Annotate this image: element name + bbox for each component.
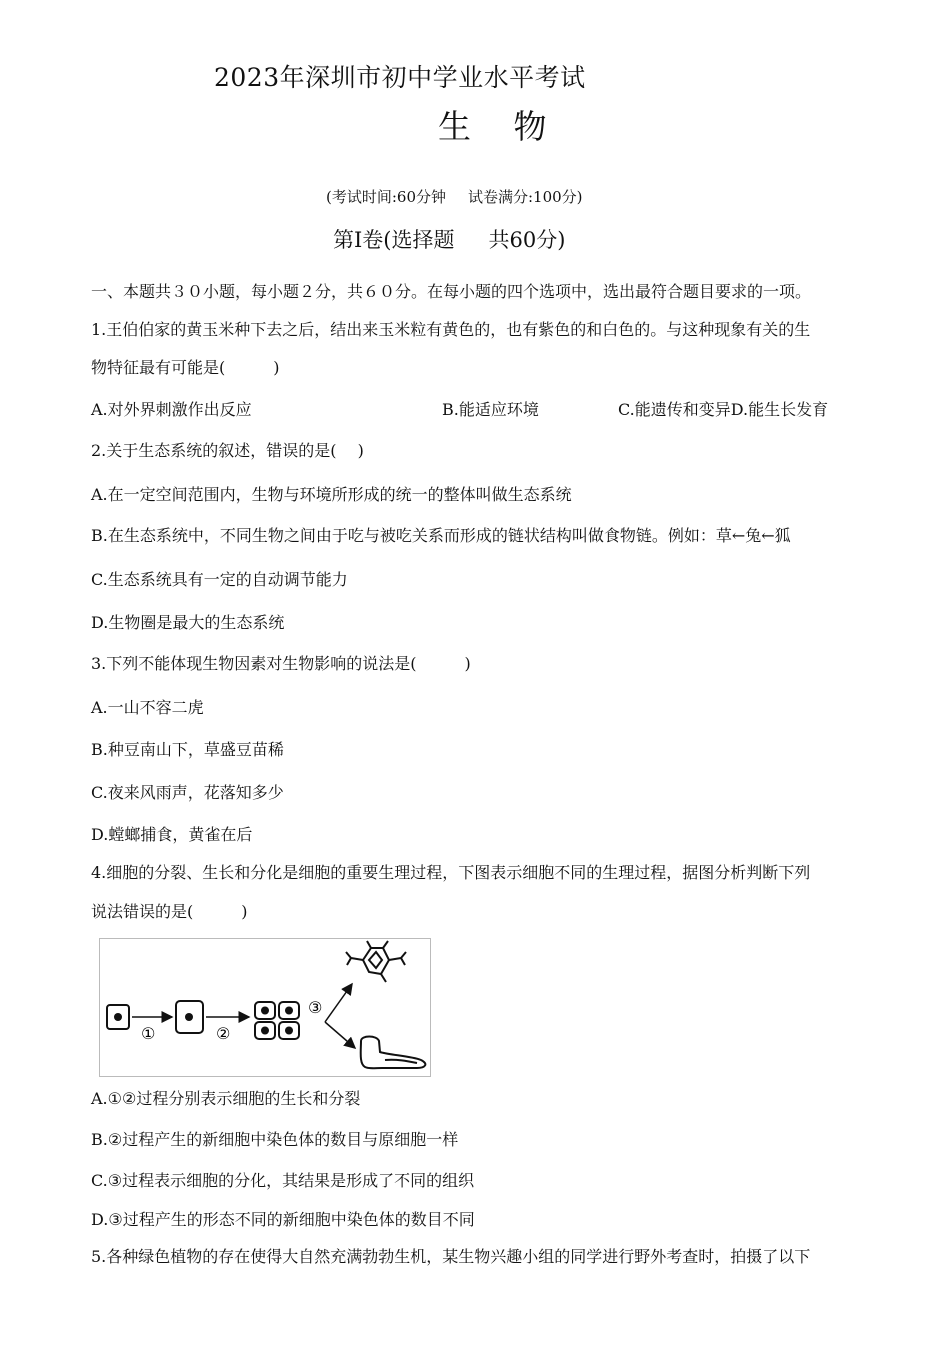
arrow-step3-upper (325, 984, 352, 1022)
neuron-cell (346, 941, 406, 982)
section-title (333, 227, 565, 253)
exam-time: (考试时间:60分钟 (326, 188, 446, 206)
section-title-part: 第I卷(选择题 (333, 228, 455, 252)
q2-option-c: C.生态系统具有一定的自动调节能力 (91, 570, 348, 589)
q1-option-a: A.对外界刺激作出反应 (91, 400, 252, 419)
q2-option-a: A.在一定空间范围内，生物与环境所形成的统一的整体叫做生态系统 (91, 485, 572, 504)
q3-option-c: C.夜来风雨声，花落知多少 (91, 783, 284, 802)
q4-option-b: B.②过程产生的新细胞中染色体的数目与原细胞一样 (91, 1130, 459, 1149)
q1-option-cd: C.能遗传和变异D.能生长发育 (618, 400, 829, 419)
elongated-cell (361, 1037, 426, 1069)
q3-option-b: B.种豆南山下，草盛豆苗稀 (91, 740, 284, 759)
subject-title: 生 物 (438, 107, 563, 146)
q3-option-a: A.一山不容二虎 (91, 698, 204, 717)
label-step3: ③ (308, 998, 323, 1017)
divided-cells (255, 1002, 299, 1039)
grown-cell (176, 1001, 203, 1033)
section-score: 共60分) (488, 228, 566, 252)
q2-option-b: B.在生态系统中，不同生物之间由于吃与被吃关系而形成的链状结构叫做食物链。例如：草←兔←狐 (91, 526, 791, 545)
label-step1: ① (141, 1024, 156, 1043)
q2-stem: 2.关于生态系统的叙述，错误的是( ) (91, 441, 364, 460)
q1-stem-line2: 物特征最有可能是( ) (91, 358, 280, 377)
label-step2: ② (216, 1024, 231, 1043)
q4-option-c: C.③过程表示细胞的分化，其结果是形成了不同的组织 (91, 1171, 475, 1190)
q4-option-d: D.③过程产生的形态不同的新细胞中染色体的数目不同 (91, 1210, 475, 1229)
exam-meta (326, 186, 583, 207)
arrow-step3-lower (325, 1022, 355, 1048)
q1-option-b: B.能适应环境 (442, 400, 539, 419)
q5-stem-line1: 5.各种绿色植物的存在使得大自然充满勃勃生机，某生物兴趣小组的同学进行野外考查时，拍摄了以下 (91, 1247, 811, 1266)
instructions: 一、本题共３０小题，每小题２分，共６０分。在每小题的四个选项中，选出最符合题目要求的一项。 (91, 282, 812, 301)
exam-full-score: 试卷满分:100分) (468, 188, 583, 206)
q4-stem-line2: 说法错误的是( ) (91, 902, 248, 921)
q4-stem-line1: 4.细胞的分裂、生长和分化是细胞的重要生理过程，下图表示细胞不同的生理过程，据图分析判断下列 (91, 863, 811, 882)
exam-title: 2023年深圳市初中学业水平考试 (214, 63, 586, 92)
cell-process-diagram (99, 938, 431, 1077)
q3-stem: 3.下列不能体现生物因素对生物影响的说法是( ) (91, 654, 471, 673)
q3-option-d: D.螳螂捕食，黄雀在后 (91, 825, 253, 844)
original-cell (107, 1005, 129, 1029)
q2-option-d: D.生物圈是最大的生态系统 (91, 613, 285, 632)
q1-stem-line1: 1.王伯伯家的黄玉米种下去之后，结出来玉米粒有黄色的，也有紫色的和白色的。与这种现象有关的生 (91, 320, 811, 339)
q4-option-a: A.①②过程分别表示细胞的生长和分裂 (91, 1089, 361, 1108)
